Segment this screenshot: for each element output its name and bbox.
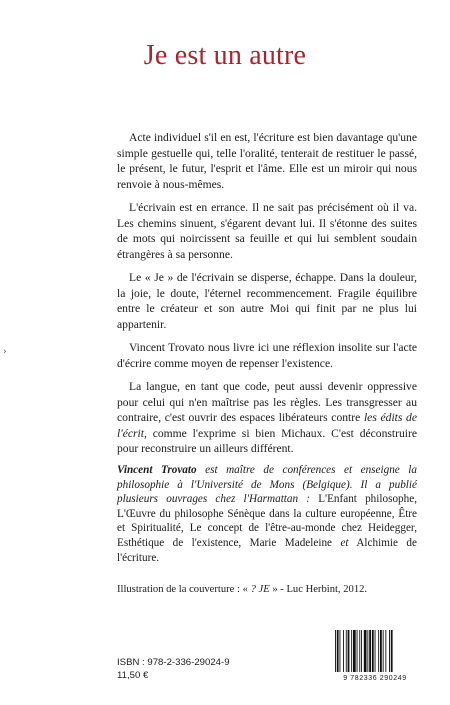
barcode-icon [331,630,419,672]
author-bio [117,463,417,565]
paragraph-2: L'écrivain est en errance. Il ne sait pas précisément où il va. Les chemins sinuent, s'égarent devant lui. Il s'étonne des suites de mots qui noircissent sa feuille et qui lui semblent soudain étrangères à sa personne. [117,201,417,261]
page-edge-mark: › [3,347,7,357]
illustration-suffix: » - Luc Herbint, 2012. [269,584,368,595]
paragraph-5-end: , comme l'exprime si bien Michaux. C'est déconstruire pour reconstruire un ailleurs différent. [117,426,417,455]
book-title: Je est un autre [143,40,307,71]
illustration-work: ? JE [250,584,270,595]
barcode [331,630,419,680]
quoted-title: les édits de l'écrit [117,411,417,440]
paragraph-1: Acte individuel s'il en est, l'écriture est bien davantage qu'une simple gestuelle qui, telle l'oralité, tenterait de restituer le passé, le présent, le futur, l'esprit et l'âme. Elle est un miroir qui nous renvoie à nous-mêmes. [117,131,417,191]
paragraph-4: Vincent Trovato nous livre ici une réflexion insolite sur l'acte d'écrire comme moyen de repenser l'existence. [117,341,417,370]
author-bio-text [117,463,417,565]
barcode-digits: 9 782336 290249 [331,675,419,682]
author-name: Vincent Trovato [117,464,197,476]
author-works-et: et [340,536,349,549]
price: 11,50 € [117,670,149,681]
paragraph-3: Le « Je » de l'écrivain se disperse, échappe. Dans la douleur, la joie, le doute, l'éternel recommencement. Fragile équilibre entre le créateur et son autre Moi qui finit par ne plus lui appartenir. [117,271,417,331]
isbn-price-block [117,656,230,682]
author-works-last: Alchimie de l'écriture. [117,536,417,564]
author-works: L'Enfant philosophe, L'Œuvre du philosophe Sénèque dans la culture européenne, Être et Spiritualité, Le concept de l'être-au-monde chez Heidegger, Esthétique de l'existence, Marie Madeleine [117,493,417,549]
paragraph-5-start: La langue, en tant que code, peut aussi devenir oppressive pour celui qui n'en maîtrise pas les règles. Les transgresser au contraire, c'est ouvrir des espaces libérateurs contre [117,380,417,424]
illustration-label: Illustration de la couverture : « [117,584,251,595]
paragraph-5 [117,379,417,457]
cover-illustration-credit [117,583,427,597]
back-cover-text [117,130,417,465]
author-intro: est maître de conférences et enseigne la philosophie à l'Université de Mons (Belgique). Il a publié plusieurs ouvrages chez l'Harmattan : [117,464,417,506]
isbn-number: ISBN : 978-2-336-29024-9 [117,657,230,668]
